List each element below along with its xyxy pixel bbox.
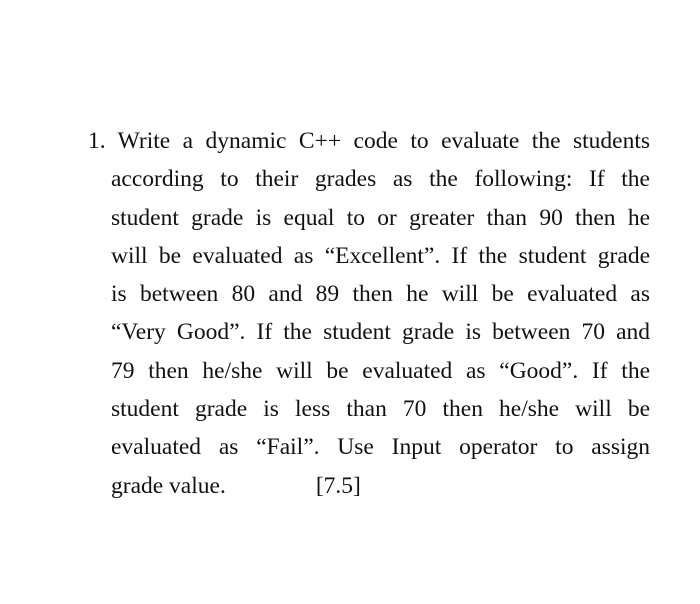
question-line: is between 80 and 89 then he will be evaluated as [111,281,650,308]
marks-label: [7.5] [315,472,361,499]
question-line: grade value. [111,472,226,499]
question-line: student grade is less than 70 then he/she will be [111,396,650,423]
question-line: 1. Write a dynamic C++ code to evaluate the students [88,128,650,154]
question-line: student grade is equal to or greater than 90 then he [111,204,650,231]
question-line: 79 then he/she will be evaluated as “Good”. If the [111,357,650,384]
question-line: according to their grades as the following: If the [111,166,650,193]
question-text [88,122,650,505]
question-last-line [88,467,650,505]
question-line: will be evaluated as “Excellent”. If the student grade [111,242,650,269]
question-line: evaluated as “Fail”. Use Input operator to assign [111,434,650,461]
question-line: “Very Good”. If the student grade is between 70 and [111,319,650,346]
